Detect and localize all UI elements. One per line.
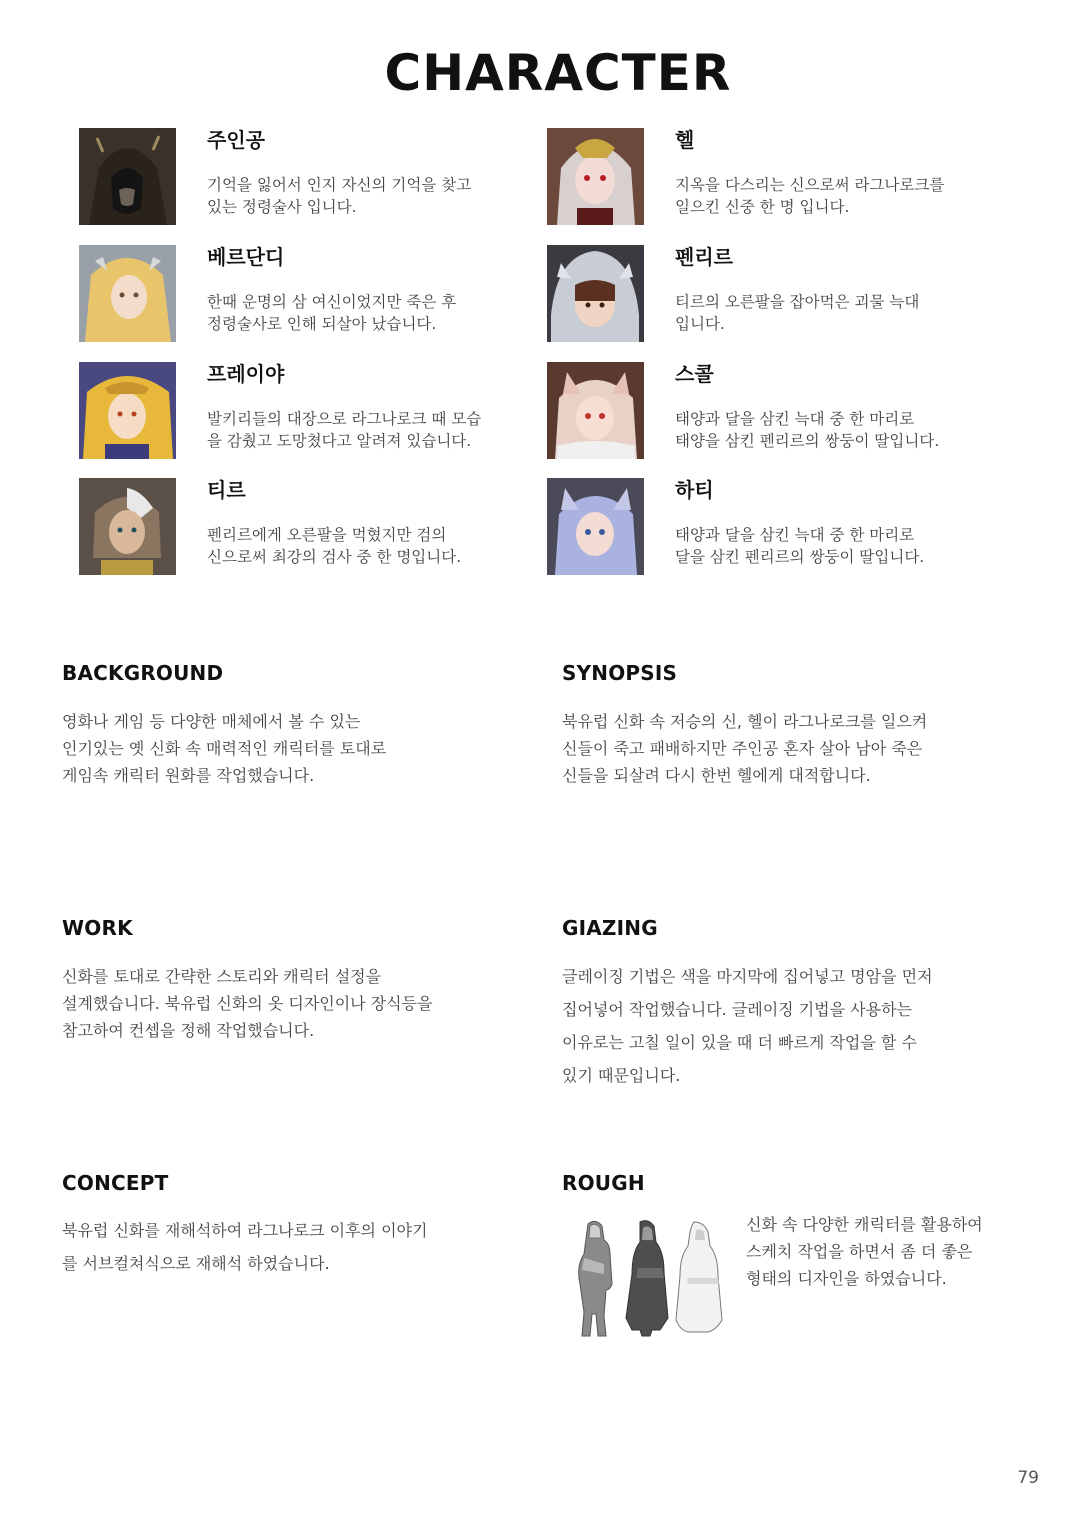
work-heading: WORK	[62, 916, 133, 940]
character-description-line: 입니다.	[675, 315, 725, 333]
character-description-line: 기억을 잃어서 인지 자신의 기억을 찾고	[207, 176, 472, 194]
concept-heading: CONCEPT	[62, 1171, 169, 1195]
synopsis-line: 신들을 되살려 다시 한번 헬에게 대적합니다.	[562, 766, 871, 785]
rough-heading: ROUGH	[562, 1171, 645, 1195]
hel-portrait	[547, 128, 644, 225]
character-description	[675, 408, 1015, 452]
character-description	[207, 408, 547, 452]
synopsis-line: 북유럽 신화 속 저승의 신, 헬이 라그나로크를 일으켜	[562, 712, 928, 731]
giazing-line: 글레이징 기법은 색을 마지막에 집어넣고 명암을 먼저	[562, 967, 933, 986]
character-description-line: 달을 삼킨 펜리르의 쌍둥이 딸입니다.	[675, 548, 925, 566]
character-description-line: 정령술사로 인해 되살아 났습니다.	[207, 315, 437, 333]
character-description-line: 태양과 달을 삼킨 늑대 중 한 마리로	[675, 410, 915, 428]
character-description-line: 태양을 삼킨 펜리르의 쌍둥이 딸입니다.	[675, 432, 940, 450]
character-description-line: 을 감췄고 도망쳤다고 알려져 있습니다.	[207, 432, 472, 450]
character-name: 헬	[675, 128, 695, 152]
character-description-line: 펜리르에게 오른팔을 먹혔지만 검의	[207, 526, 447, 544]
character-name: 베르단디	[207, 245, 285, 269]
character-description	[207, 174, 547, 218]
character-entry	[79, 478, 539, 578]
character-description	[675, 524, 1015, 568]
character-description-line: 태양과 달을 삼킨 늑대 중 한 마리로	[675, 526, 915, 544]
rough-line: 스케치 작업을 하면서 좀 더 좋은	[746, 1242, 973, 1261]
character-entry	[547, 245, 1007, 345]
sketch-figure-2	[626, 1221, 668, 1336]
character-name: 스콜	[675, 362, 714, 386]
background-heading: BACKGROUND	[62, 661, 224, 685]
character-description-line: 티르의 오른팔을 잡아먹은 괴물 늑대	[675, 293, 920, 311]
character-entry	[547, 128, 1007, 228]
character-name: 하티	[675, 478, 714, 502]
character-description-line: 신으로써 최강의 검사 중 한 명입니다.	[207, 548, 462, 566]
character-description	[675, 174, 1015, 218]
character-name: 펜리르	[675, 245, 733, 269]
hooded-figure-portrait	[79, 128, 176, 225]
character-description	[207, 524, 547, 568]
character-name: 티르	[207, 478, 246, 502]
skoll-portrait	[547, 362, 644, 459]
tyr-portrait	[79, 478, 176, 575]
character-entry	[79, 128, 539, 228]
giazing-heading: GIAZING	[562, 916, 658, 940]
verdandi-portrait	[79, 245, 176, 342]
hati-portrait	[547, 478, 644, 575]
rough-line: 형태의 디자인을 하였습니다.	[746, 1269, 947, 1288]
giazing-line: 있기 때문입니다.	[562, 1066, 681, 1085]
character-entry	[79, 362, 539, 462]
background-line: 인기있는 옛 신화 속 매력적인 캐릭터를 토대로	[62, 739, 387, 758]
fenrir-portrait	[547, 245, 644, 342]
character-entry	[79, 245, 539, 345]
character-description-line: 일으킨 신중 한 명 입니다.	[675, 198, 850, 216]
character-description	[207, 291, 547, 335]
synopsis-line: 신들이 죽고 패배하지만 주인공 혼자 살아 남아 죽은	[562, 739, 923, 758]
page-title: CHARACTER	[384, 44, 732, 102]
concept-line: 를 서브컬쳐식으로 재해석 하였습니다.	[62, 1254, 330, 1273]
sketch-figure-3	[676, 1222, 722, 1332]
background-line: 영화나 게임 등 다양한 매체에서 볼 수 있는	[62, 712, 361, 731]
work-line: 참고하여 컨셉을 정해 작업했습니다.	[62, 1021, 315, 1040]
character-description	[675, 291, 1015, 335]
rough-sketch-figures	[566, 1218, 726, 1346]
character-description-line: 발키리들의 대장으로 라그나로크 때 모습	[207, 410, 482, 428]
character-name: 프레이야	[207, 362, 285, 386]
work-line: 설계했습니다. 북유럽 신화의 옷 디자인이나 장식등을	[62, 994, 433, 1013]
sketch-figure-1	[579, 1221, 612, 1336]
giazing-line: 이유로는 고칠 일이 있을 때 더 빠르게 작업을 할 수	[562, 1033, 917, 1052]
rough-line: 신화 속 다양한 캐릭터를 활용하여	[746, 1215, 983, 1234]
giazing-line: 집어넣어 작업했습니다. 글레이징 기법을 사용하는	[562, 1000, 913, 1019]
concept-line: 북유럽 신화를 재해석하여 라그나로크 이후의 이야기	[62, 1221, 428, 1240]
character-description-line: 있는 정령술사 입니다.	[207, 198, 357, 216]
page-number: 79	[1017, 1468, 1039, 1488]
background-line: 게임속 캐릭터 원화를 작업했습니다.	[62, 766, 315, 785]
character-entry	[547, 478, 1007, 578]
character-entry	[547, 362, 1007, 462]
character-name: 주인공	[207, 128, 265, 152]
freya-portrait	[79, 362, 176, 459]
character-description-line: 지옥을 다스리는 신으로써 라그나로크를	[675, 176, 945, 194]
synopsis-heading: SYNOPSIS	[562, 661, 678, 685]
character-description-line: 한때 운명의 삼 여신이었지만 죽은 후	[207, 293, 457, 311]
work-line: 신화를 토대로 간략한 스토리와 캐릭터 설정을	[62, 967, 382, 986]
